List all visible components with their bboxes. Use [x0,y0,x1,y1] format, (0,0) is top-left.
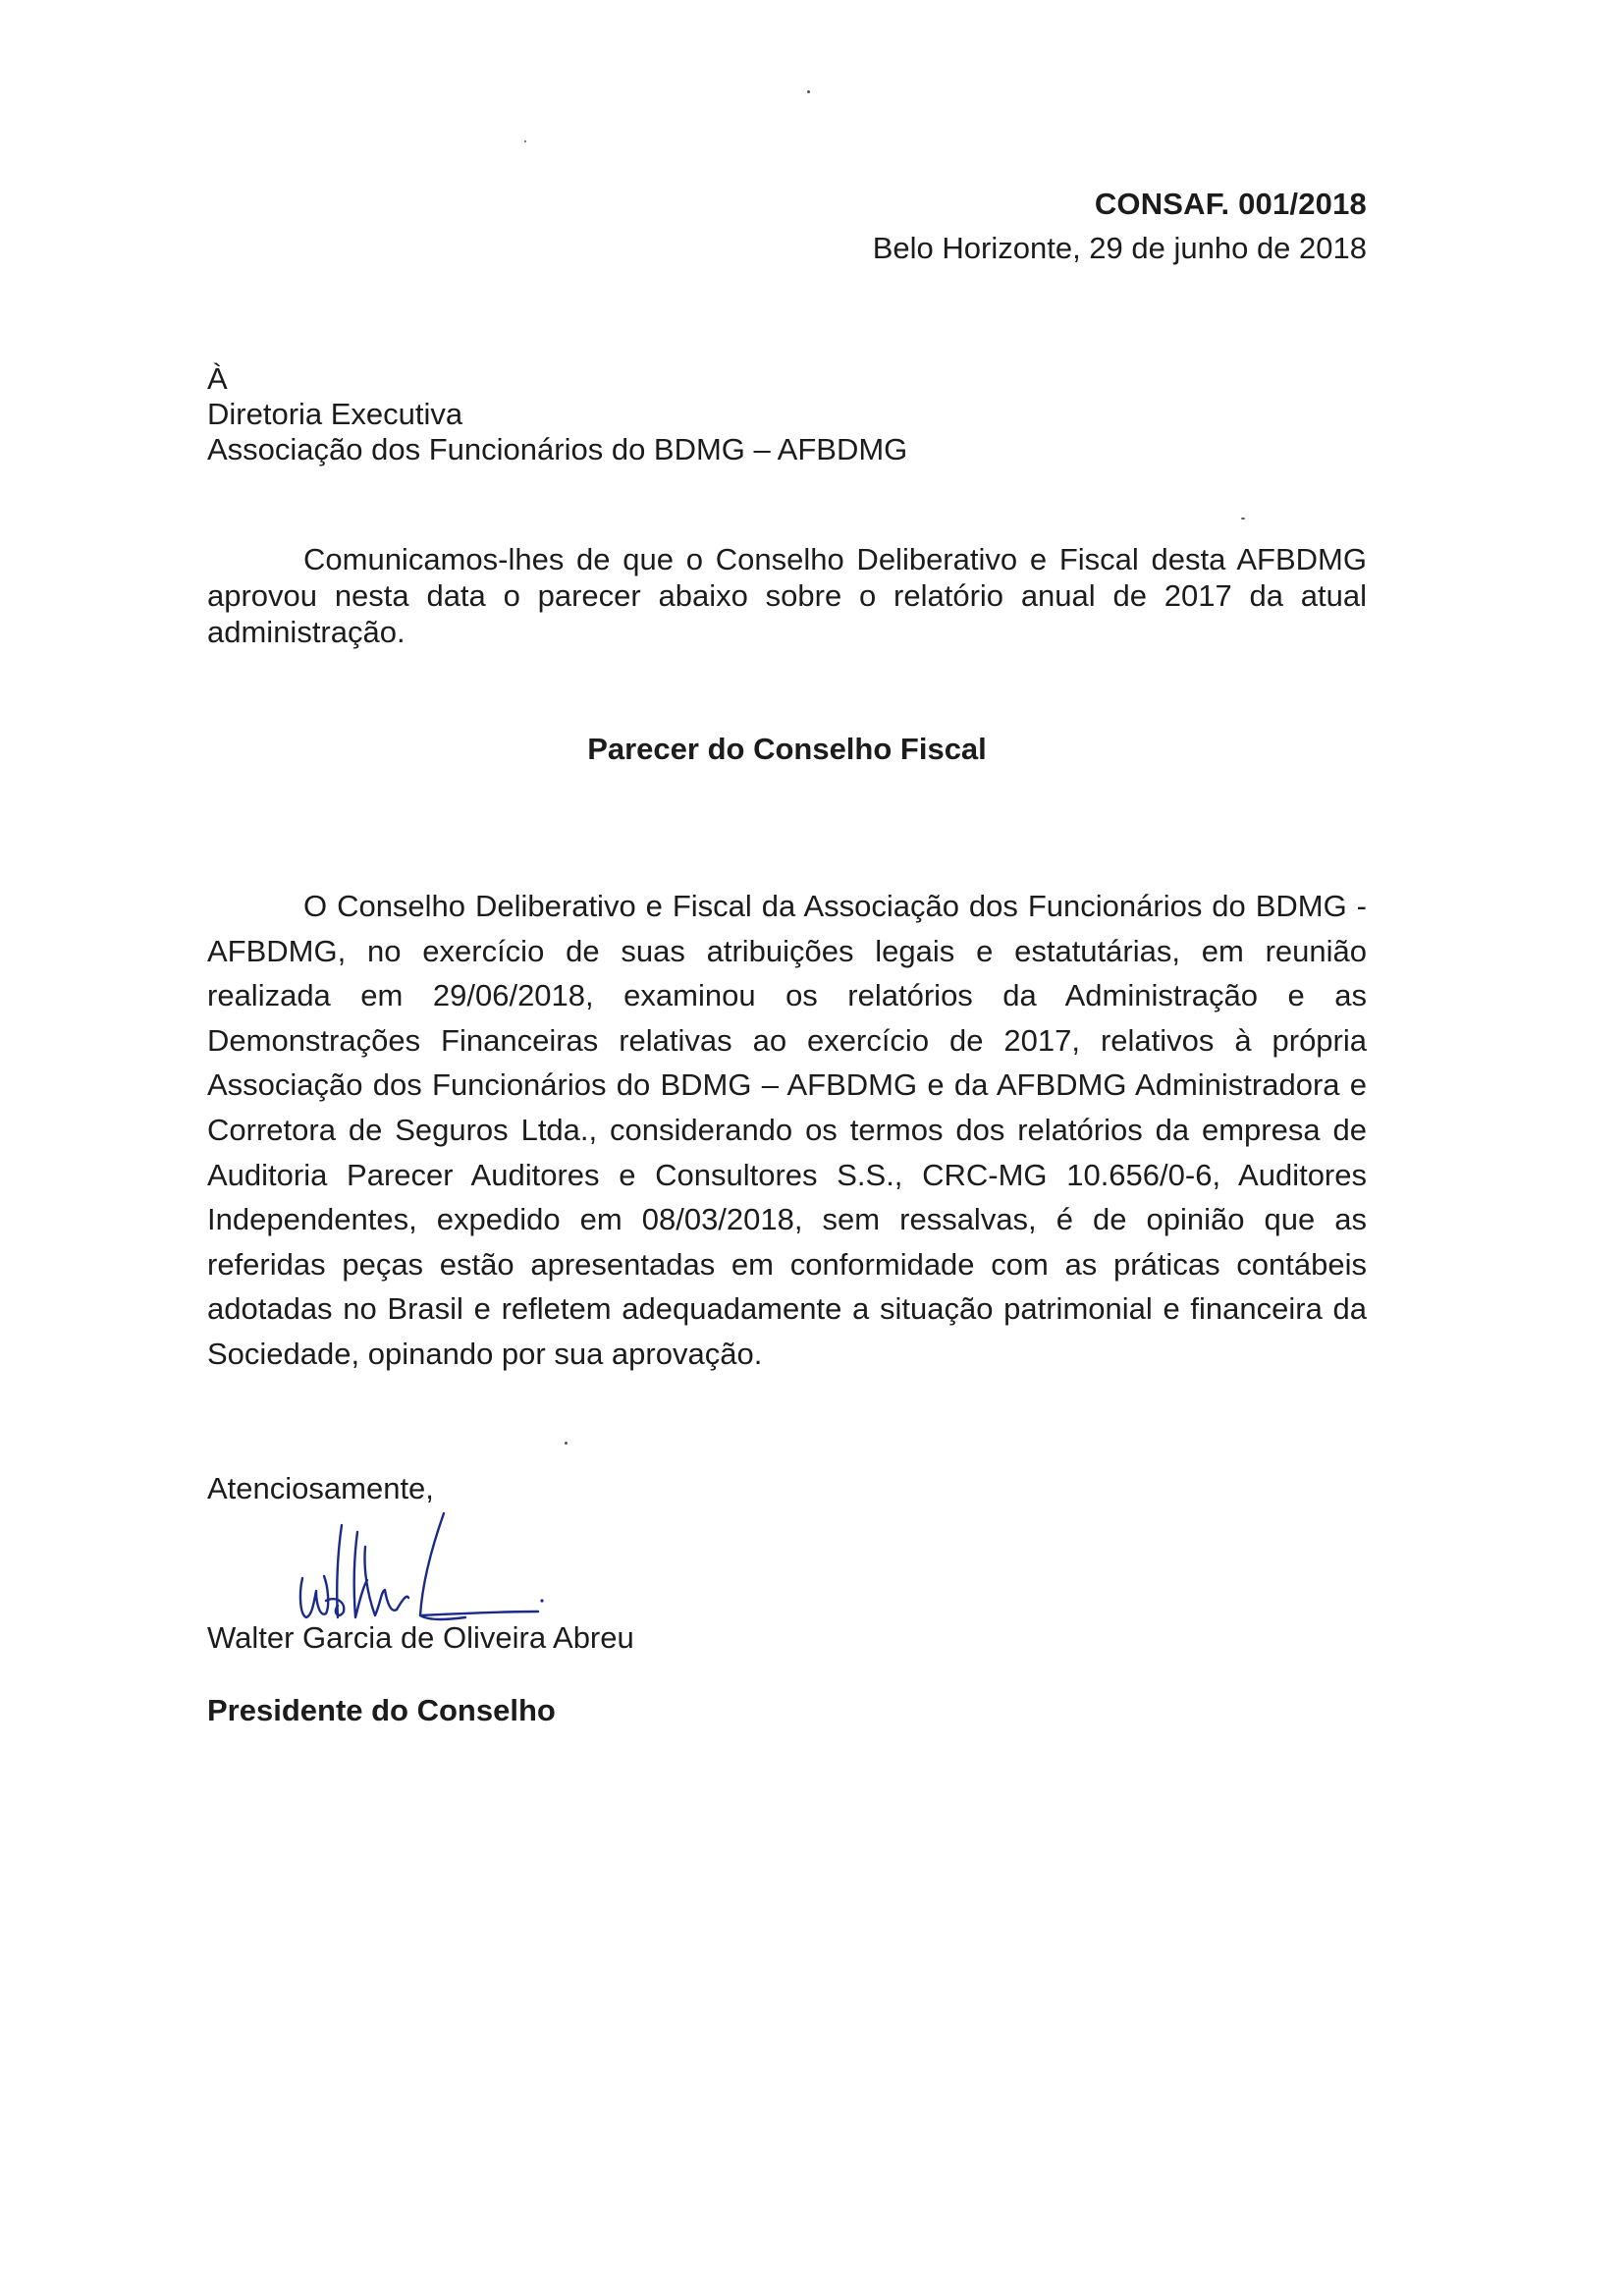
place-and-date: Belo Horizonte, 29 de junho de 2018 [872,231,1367,265]
body-paragraph: O Conselho Deliberativo e Fiscal da Associação dos Funcionários do BDMG - AFBDMG, no exercício de suas atribuições legais e estatutárias, em reunião realizada em 29/06/2018, examinou os relatórios da Administração e as Demonstrações Financeiras relativas ao exercício de 2017, relativos à própria Associação dos Funcionários do BDMG – AFBDMG e da AFBDMG Administradora e Corretora de Seguros Ltda., considerando os termos dos relatórios da empresa de Auditoria Parecer Auditores e Consultores S.S., CRC-MG 10.656/0-6, Auditores Independentes, expedido em 08/03/2018, sem ressalvas, é de opinião que as referidas peças estão apresentadas em conformidade com as práticas contábeis adotadas no Brasil e refletem adequadamente a situação patrimonial e financeira da Sociedade, opinando por sua aprovação. [207,889,1367,1371]
closing: Atenciosamente, [207,1471,434,1505]
recipient-line: Diretoria Executiva [207,397,463,431]
scan-speck [1241,518,1245,519]
signer-name: Walter Garcia de Oliveira Abreu [207,1620,634,1655]
recipient-block [207,361,907,467]
scan-speck [565,1442,568,1445]
scan-speck [524,140,526,142]
handwritten-signature [285,1507,569,1635]
intro-paragraph: Comunicamos-lhes de que o Conselho Deliberativo e Fiscal desta AFBDMG aprovou nesta data o parecer abaixo sobre o relatório anual de 2017 da atual administração. [207,542,1367,649]
signer-title: Presidente do Conselho [207,1693,556,1727]
document-reference: CONSAF. 001/2018 [1094,187,1367,221]
salutation: À [207,361,228,396]
recipient-line: Associação dos Funcionários do BDMG – AFBDMG [207,432,908,466]
scan-speck [807,90,810,93]
section-title: Parecer do Conselho Fiscal [587,732,987,766]
